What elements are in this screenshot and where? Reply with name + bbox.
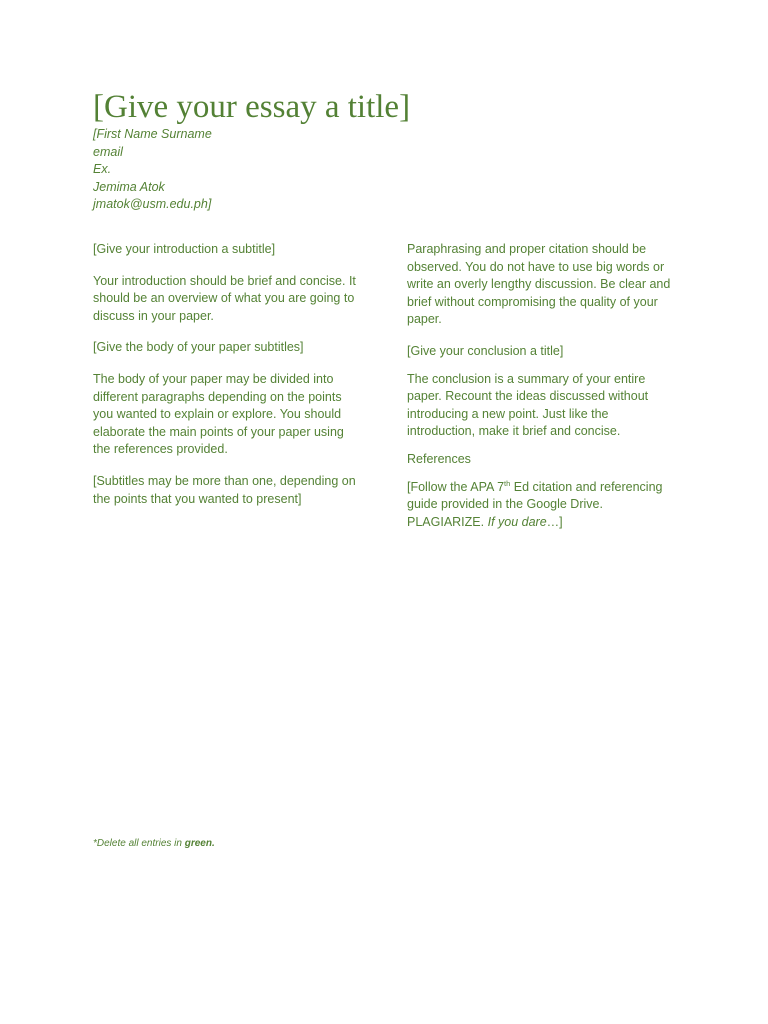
body-paragraph: The body of your paper may be divided into different paragraphs depending on the points you wanted to explain or explore. You should elaborate the main points of your paper using the references provided. [93, 371, 344, 457]
paraphrase-paragraph: Paraphrasing and proper citation should be observed. You do not have to use big words or write an overly lengthy discussion. Be clear and brief without compromising the quality of your paper. [407, 242, 671, 327]
author-line: jmatok@usm.edu.ph] [93, 197, 212, 212]
essay-title: [Give your essay a title] [93, 89, 411, 125]
footnote-text: *Delete all entries in [93, 838, 185, 849]
conclusion-subtitle: [Give your conclusion a title] [407, 343, 564, 358]
references-heading: References [407, 451, 471, 466]
right-column [407, 241, 679, 545]
author-block [93, 126, 212, 214]
author-line: Ex. [93, 162, 112, 177]
intro-paragraph: Your introduction should be brief and concise. It should be an overview of what you are going to discuss in your paper. [93, 273, 356, 323]
body-subtitle: [Give the body of your paper subtitles] [93, 340, 304, 355]
intro-subtitle: [Give your introduction a subtitle] [93, 242, 276, 256]
references-italic: If you dare [487, 514, 547, 529]
author-line: email [93, 144, 123, 159]
conclusion-paragraph: The conclusion is a summary of your entire paper. Recount the ideas discussed without introducing a new point. Just like the introduction, make it brief and concise. [407, 371, 649, 439]
ordinal-superscript: th [504, 478, 511, 488]
references-paragraph [407, 479, 679, 532]
footnote-bold: green. [184, 838, 215, 849]
footnote [93, 838, 215, 849]
references-text: [Follow the APA 7 [407, 479, 505, 494]
left-column [93, 241, 363, 522]
subtitles-note: [Subtitles may be more than one, depending on the points that you wanted to present] [93, 473, 356, 506]
author-line: Jemima Atok [93, 179, 165, 194]
references-text-cont: Ed citation and referencing guide provided in the Google Drive. PLAGIARIZE. [407, 479, 663, 529]
author-line: [First Name Surname [93, 127, 212, 141]
references-end: …] [546, 514, 563, 529]
